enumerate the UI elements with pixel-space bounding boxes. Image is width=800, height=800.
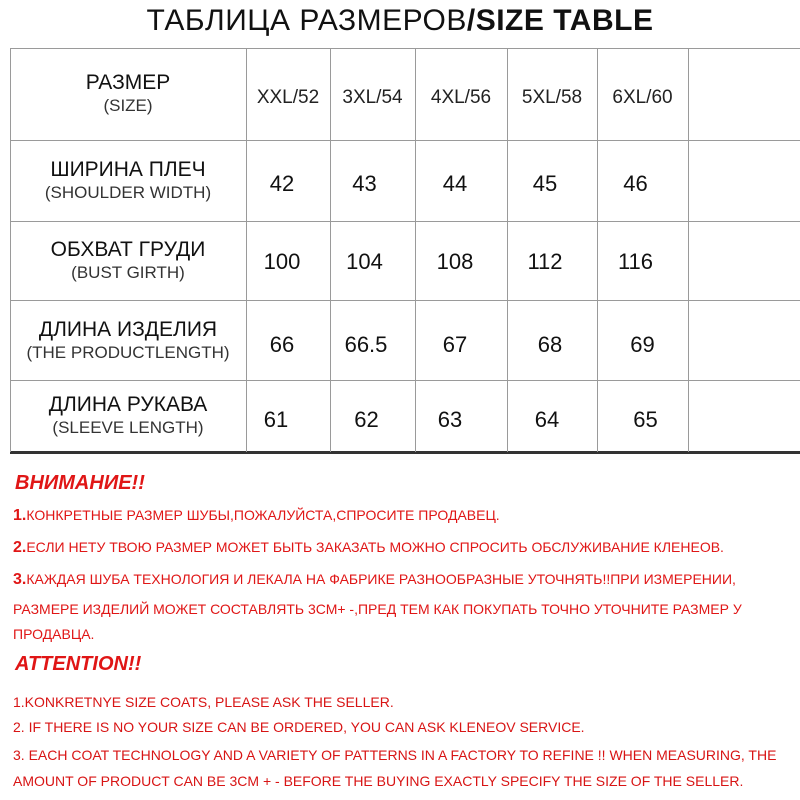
table-cell: 116 [617, 249, 654, 274]
row-label-ru: ОБХВАТ ГРУДИ [50, 238, 206, 261]
table-cell: 62 [354, 407, 379, 432]
table-cell: 66.5 [344, 332, 388, 357]
row-label-en: (SHOULDER WIDTH) [44, 183, 212, 202]
table-cell: 112 [527, 249, 563, 274]
row-label-en: (THE PRODUCTLENGTH) [26, 342, 230, 362]
row-label-bust-girth [10, 222, 246, 300]
note-text: КОНКРЕТНЫЕ РАЗМЕР ШУБЫ,ПОЖАЛУЙСТА,СПРОСИТЕ ПРОДАВЕЦ. [26, 507, 500, 523]
size-header: XXL/52 [256, 87, 320, 108]
table-cell: 61 [263, 407, 289, 432]
note-en-3-continued: AMOUNT OF PRODUCT CAN BE 3CM + - BEFORE THE BUYING EXACTLY SPECIFY THE SIZE OF THE SELLER. [13, 773, 744, 789]
table-cell: 63 [437, 407, 463, 432]
table-cell: 65 [633, 407, 658, 432]
table-cell: 64 [534, 407, 560, 432]
row-label-shoulder-width [10, 141, 246, 221]
table-cell: 45 [532, 171, 558, 196]
note-text: КАЖДАЯ ШУБА ТЕХНОЛОГИЯ И ЛЕКАЛА НА ФАБРИКЕ РАЗНООБРАЗНЫЕ УТОЧНЯТЬ!!ПРИ ИЗМЕРЕНИИ, [26, 571, 736, 587]
note-number: 3. [13, 571, 27, 588]
title-separator: / [466, 4, 476, 37]
header-label-ru: РАЗМЕР [85, 71, 171, 94]
note-number: 1. [13, 507, 27, 524]
row-label-ru: ДЛИНА ИЗДЕЛИЯ [38, 317, 218, 341]
page-title [0, 4, 800, 38]
header-label-cell [10, 48, 246, 140]
row-label-ru: ДЛИНА РУКАВА [48, 393, 208, 416]
size-header: 5XL/58 [521, 87, 583, 108]
note-text: ЕСЛИ НЕТУ ТВОЮ РАЗМЕР МОЖЕТ БЫТЬ ЗАКАЗАТЬ МОЖНО СПРОСИТЬ ОБСЛУЖИВАНИЕ КЛЕНЕОВ. [26, 539, 724, 555]
row-label-en: (BUST GIRTH) [71, 263, 185, 282]
table-cell: 46 [623, 171, 648, 196]
table-cell: 68 [537, 332, 563, 357]
header-label-en: (SIZE) [103, 96, 153, 115]
note-en-1: 1.KONKRETNYE SIZE COATS, PLEASE ASK THE SELLER. [13, 694, 394, 710]
row-label-en: (SLEEVE LENGTH) [52, 418, 204, 437]
note-ru-3-continued: ПРОДАВЦА. [13, 626, 95, 642]
title-ru: ТАБЛИЦА РАЗМЕРОВ [146, 4, 467, 37]
table-cell: 108 [436, 249, 474, 274]
table-cell: 67 [442, 332, 468, 357]
note-ru-3 [13, 571, 736, 589]
warning-heading-ru: ВНИМАНИЕ!! [15, 472, 145, 494]
table-cell: 66 [269, 332, 295, 357]
table-cell: 69 [630, 332, 655, 357]
warning-heading-en: ATTENTION!! [15, 653, 142, 675]
row-label-ru: ШИРИНА ПЛЕЧ [50, 158, 206, 181]
note-ru-1 [13, 507, 500, 525]
table-cell: 104 [346, 249, 383, 274]
table-cell: 43 [352, 171, 377, 196]
note-number: 2. [13, 539, 27, 556]
note-en-3: 3. EACH COAT TECHNOLOGY AND A VARIETY OF PATTERNS IN A FACTORY TO REFINE !! WHEN MEASURING, THE [13, 747, 777, 763]
note-ru-2 [13, 539, 724, 557]
note-en-2: 2. IF THERE IS NO YOUR SIZE CAN BE ORDERED, YOU CAN ASK KLENEOV SERVICE. [13, 719, 585, 735]
size-header: 3XL/54 [342, 87, 403, 108]
table-cell: 44 [442, 171, 468, 196]
size-header: 4XL/56 [430, 87, 492, 108]
table-cell: 42 [269, 171, 295, 196]
note-ru-3-continued: РАЗМЕРЕ ИЗДЕЛИЙ МОЖЕТ СОСТАВЛЯТЬ 3СМ+ -,ПРЕД ТЕМ КАК ПОКУПАТЬ ТОЧНО УТОЧНИТЕ РАЗМЕР У [13, 601, 742, 617]
row-label-sleeve-length [10, 381, 246, 451]
size-header: 6XL/60 [612, 87, 673, 108]
title-en: SIZE TABLE [475, 4, 654, 37]
table-cell: 100 [263, 249, 301, 274]
row-label-product-length [8, 301, 248, 380]
